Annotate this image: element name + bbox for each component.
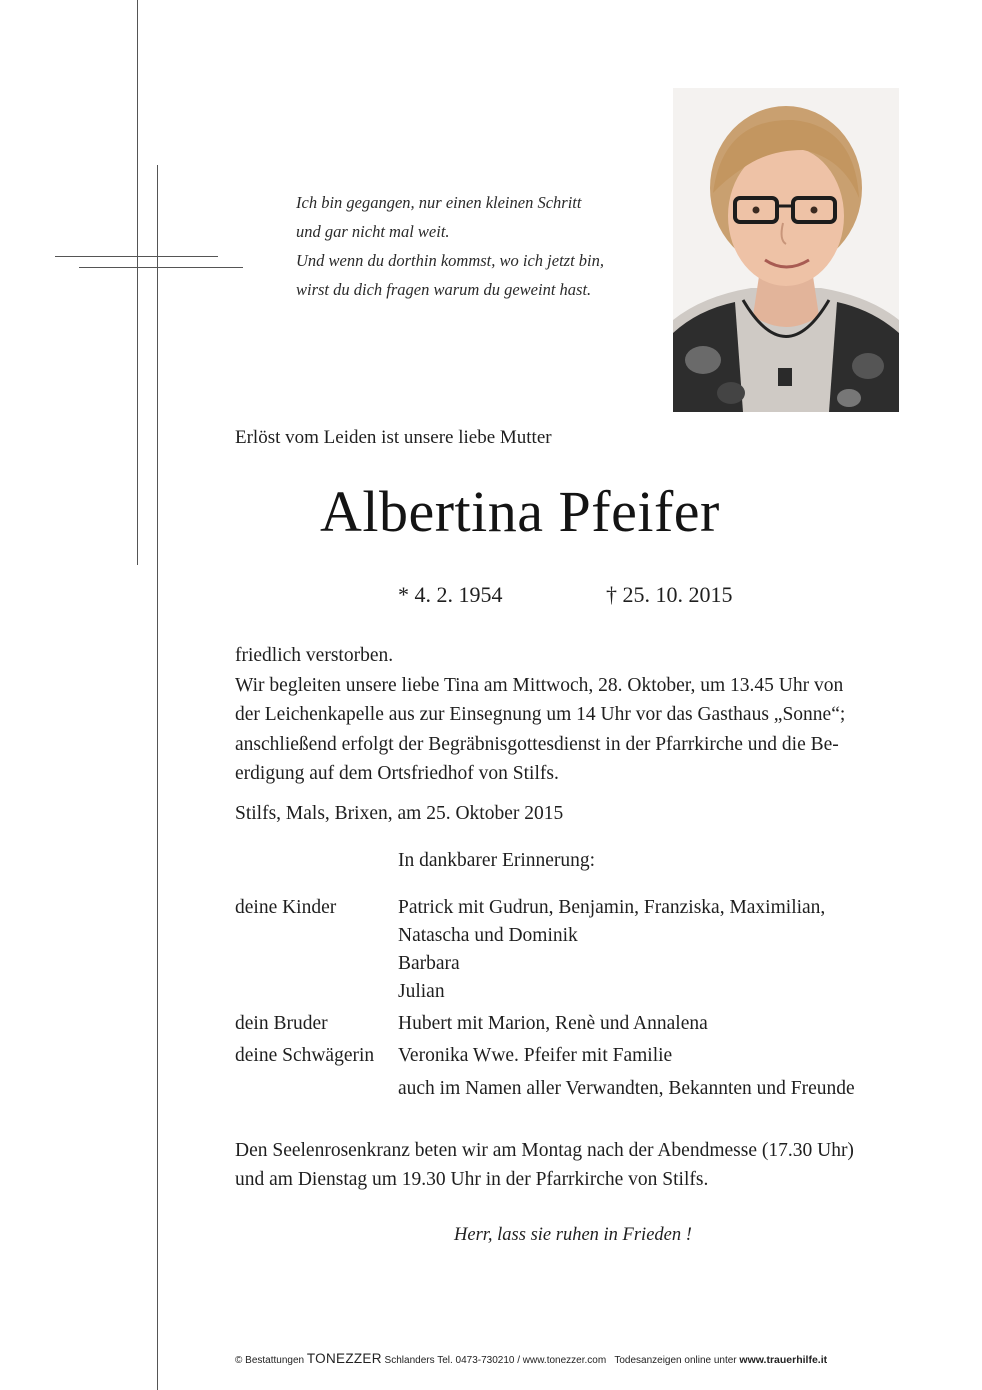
death-date: † 25. 10. 2015 (606, 582, 733, 607)
poem (296, 188, 656, 304)
funeral-text (235, 641, 915, 789)
rosary-text (235, 1136, 925, 1194)
footer-prefix: © Bestattungen (235, 1355, 307, 1366)
rosary-line: Den Seelenrosenkranz beten wir am Montag nach der Abendmesse (17.30 Uhr) (235, 1140, 854, 1161)
footer-online-link[interactable]: www.trauerhilfe.it (739, 1354, 828, 1366)
funeral-text-line: friedlich verstorben. (235, 645, 394, 666)
intro-line: Erlöst vom Leiden ist unsere liebe Mutter (235, 427, 552, 448)
sister-in-law-label: deine Schwägerin (235, 1045, 375, 1066)
deceased-name: Albertina Pfeifer (320, 479, 720, 544)
poem-line: und gar nicht mal weit. (296, 222, 450, 241)
sister-in-law-line: Veronika Wwe. Pfeifer mit Familie (398, 1045, 673, 1066)
rosary-line: und am Dienstag um 19.30 Uhr in der Pfarrkirche von Stilfs. (235, 1169, 709, 1190)
children-line: Barbara (398, 953, 460, 974)
poem-line: wirst du dich fragen warum du geweint hast. (296, 280, 592, 299)
children-label: deine Kinder (235, 897, 337, 918)
poem-line: Und wenn du dorthin kommst, wo ich jetzt bin, (296, 251, 604, 270)
funeral-text-line: Wir begleiten unsere liebe Tina am Mittwoch, 28. Oktober, um 13.45 Uhr von (235, 674, 844, 696)
funeral-text-line: erdigung auf dem Ortsfriedhof von Stilfs. (235, 763, 559, 784)
cross-icon (55, 0, 245, 1390)
birth-date: * 4. 2. 1954 (398, 582, 503, 607)
footer (235, 1351, 827, 1366)
funeral-text-line: der Leichenkapelle aus zur Einsegnung um 14 Uhr vor das Gasthaus „Sonne“; (235, 704, 846, 725)
brother-label: dein Bruder (235, 1013, 328, 1034)
brother-line: Hubert mit Marion, Renè und Annalena (398, 1013, 708, 1034)
footer-online-text: Todesanzeigen online unter (606, 1355, 740, 1366)
remembrance-heading: In dankbarer Erinnerung: (398, 850, 596, 871)
funeral-text-line: anschließend erfolgt der Begräbnisgottesdienst in der Pfarrkirche und die Be- (235, 733, 839, 755)
portrait-photo (673, 88, 899, 412)
footer-location: Schlanders (381, 1355, 438, 1366)
relatives-line: auch im Namen aller Verwandten, Bekannten und Freunde (398, 1078, 855, 1099)
poem-line: Ich bin gegangen, nur einen kleinen Schritt (296, 193, 582, 212)
children-line: Natascha und Dominik (398, 925, 578, 946)
children-line: Julian (398, 981, 445, 1002)
place-date: Stilfs, Mals, Brixen, am 25. Oktober 2015 (235, 803, 564, 824)
footer-company: TONEZZER (306, 1351, 382, 1366)
footer-contact: Tel. 0473-730210 / www.tonezzer.com (437, 1355, 607, 1366)
closing-prayer: Herr, lass sie ruhen in Frieden ! (454, 1225, 692, 1245)
children-line: Patrick mit Gudrun, Benjamin, Franziska, Maximilian, (398, 897, 826, 918)
